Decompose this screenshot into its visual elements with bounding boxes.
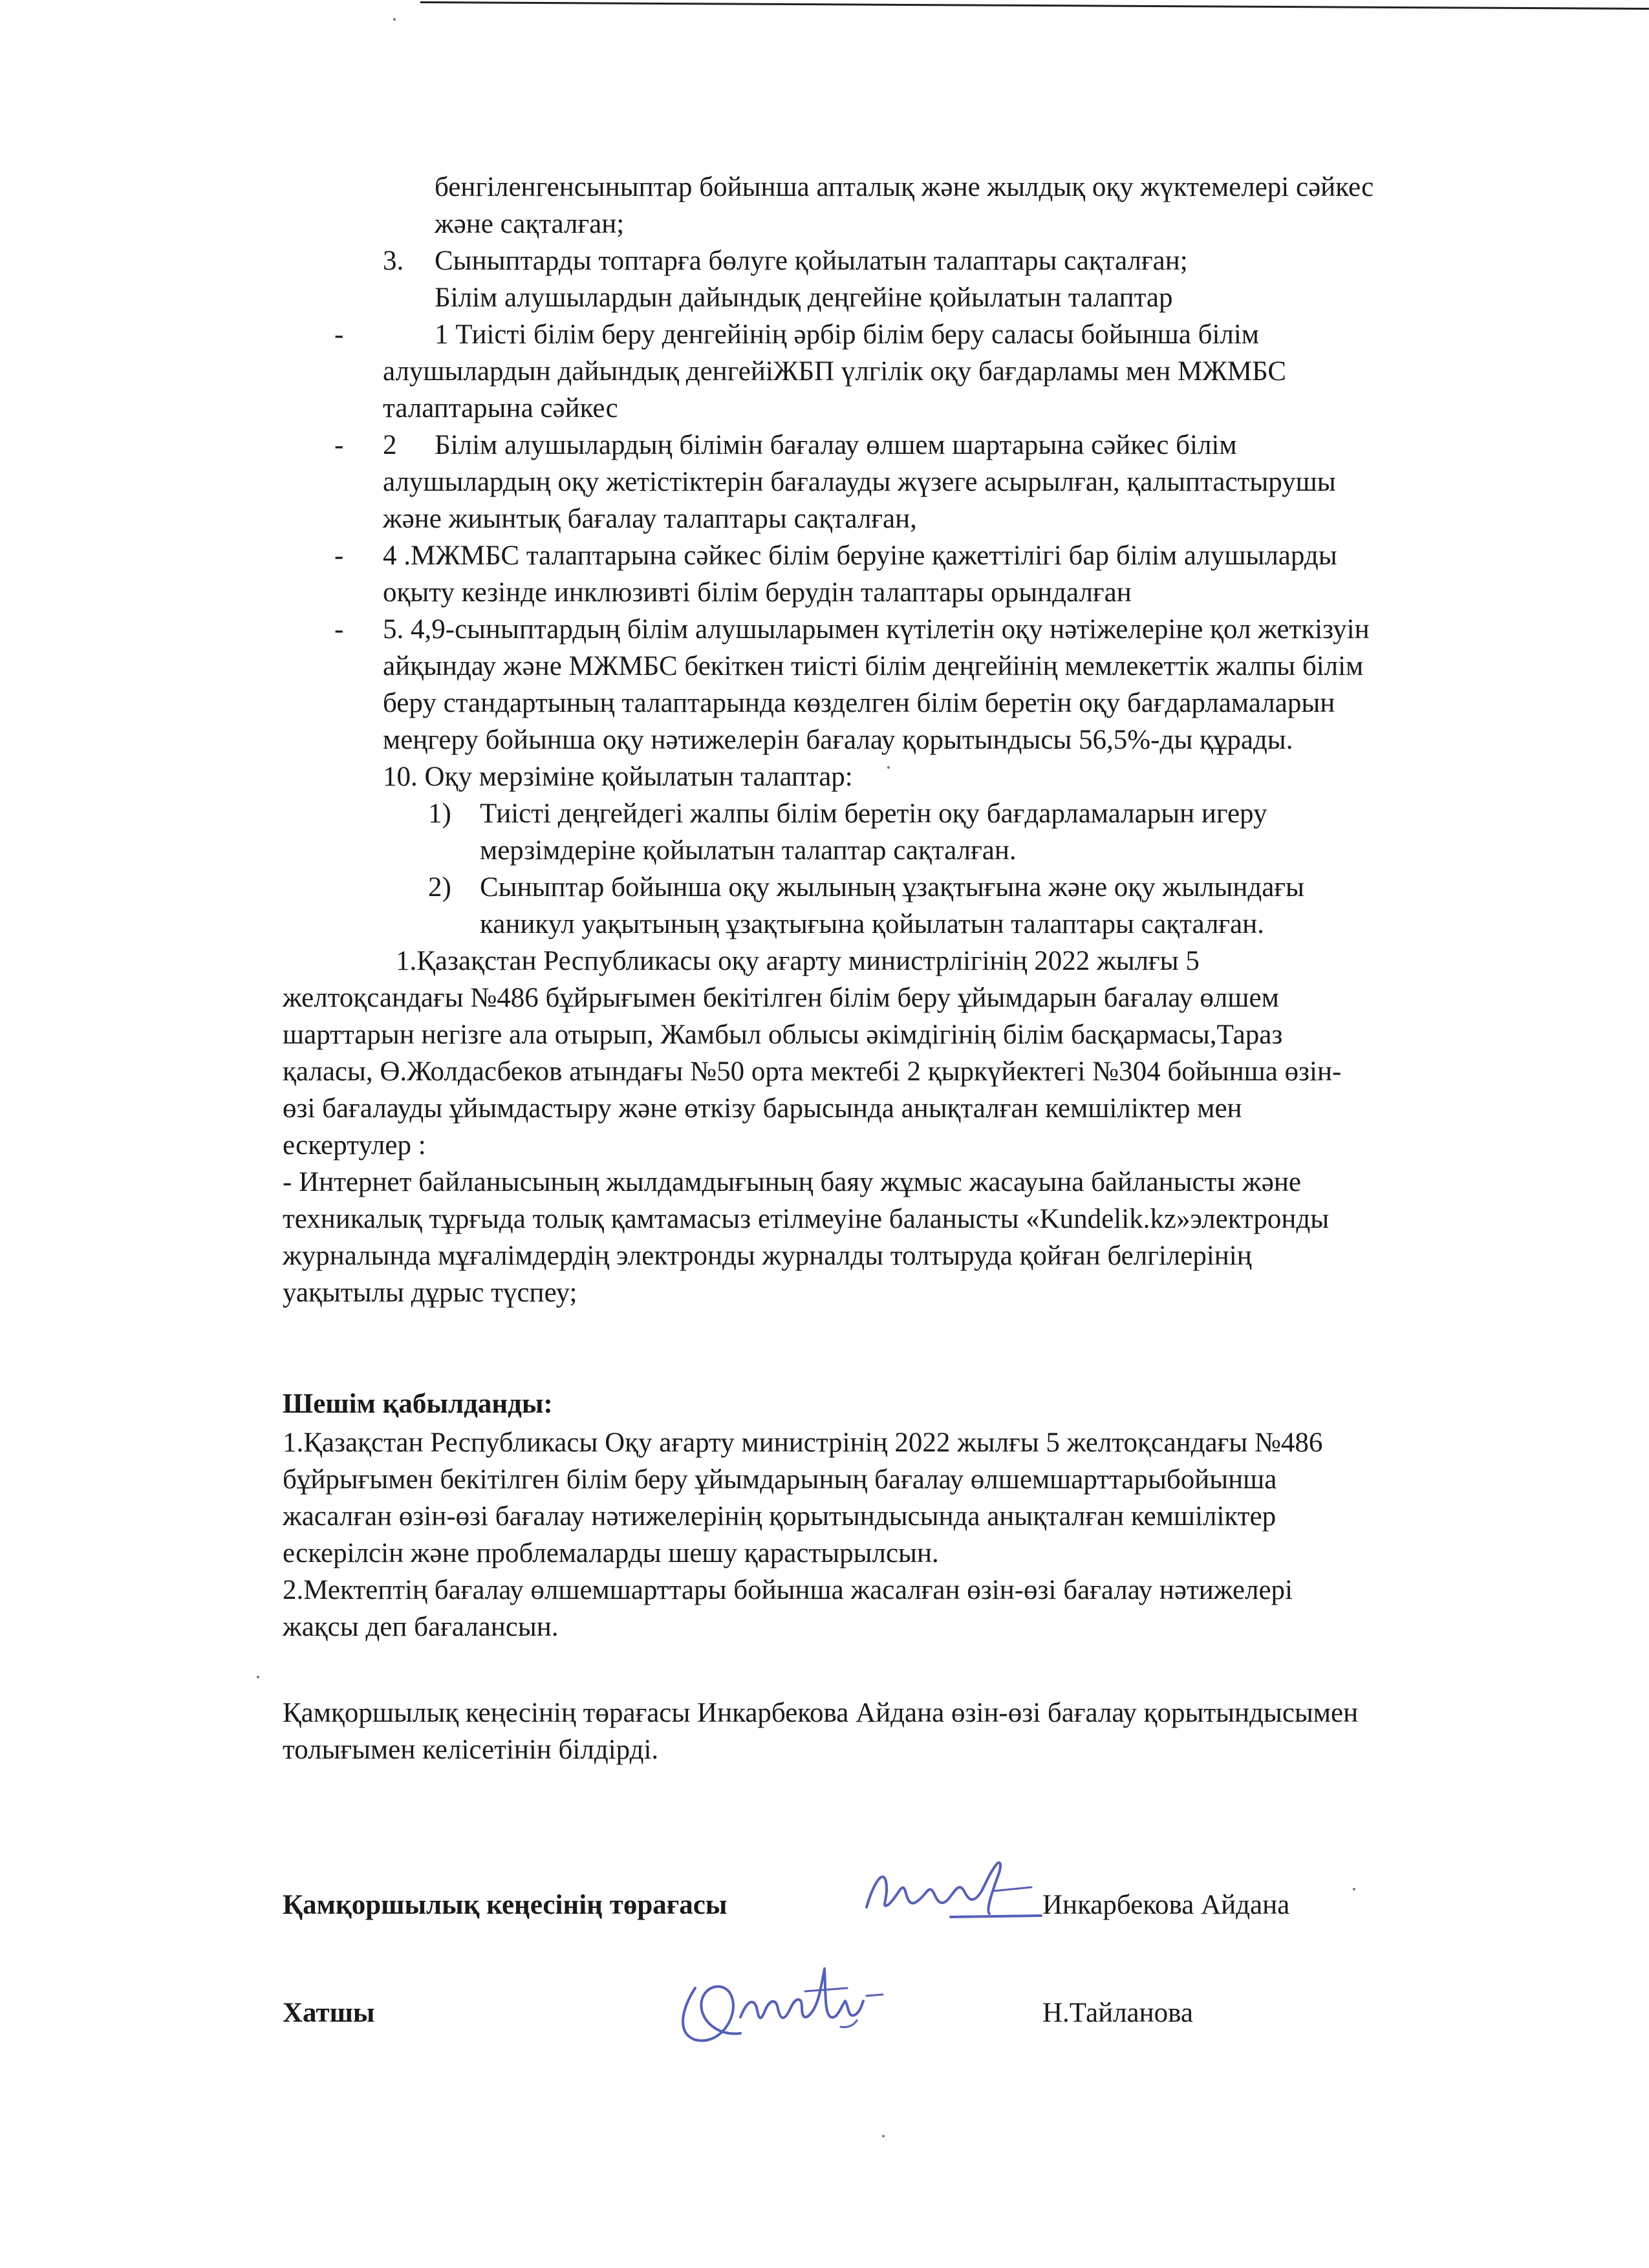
list-number: 1) xyxy=(428,798,451,829)
chair-signature xyxy=(854,1846,1048,1936)
text-line: 5. 4,9-сыныптардың білім алушыларымен күтілетін оқу нәтіжелеріне қол жеткізуін xyxy=(383,614,1370,645)
text-line: беру стандартының талаптарында көзделген білім беретін оқу бағдарламаларын xyxy=(383,688,1335,718)
decision-line: бұйрығымен бекітілген білім беру ұйымдарының бағалау өлшемшарттарыбойынша xyxy=(283,1464,1277,1495)
text-line: уақытылы дұрыс түспеу; xyxy=(283,1278,577,1308)
text-line: - Интернет байланысының жылдамдығының баяу жұмыс жасауына байланысты және xyxy=(283,1167,1301,1197)
text-line: талаптарына сәйкес xyxy=(383,393,618,423)
chair-name: Инкарбекова Айдана xyxy=(1042,1890,1290,1920)
text-line: Сыныптарды топтарға бөлуге қойылатын талаптары сақталған; xyxy=(435,246,1188,276)
text-line: ескертулер : xyxy=(283,1130,426,1161)
text-line: мерзімдеріне қойылатын талаптар сақталған. xyxy=(480,835,1017,866)
list-number: 2 xyxy=(383,430,397,460)
decision-heading: Шешім қабылданды: xyxy=(283,1389,553,1419)
text-line: меңгеру бойынша оқу нәтижелерін бағалау қорытындысы 56,5%-ды құрады. xyxy=(383,725,1293,755)
text-line: бенгіленгенсыныптар бойынша апталық және жылдық оқу жүктемелері сәйкес xyxy=(435,172,1374,202)
text-line: каникул уақытының ұзақтығына қойылатын талаптары сақталған. xyxy=(480,909,1264,939)
decision-line: ескерілсін және проблемаларды шешу қарастырылсын. xyxy=(283,1538,939,1568)
text-line: алушылардын дайындық денгейіЖБП үлгілік оқу бағдарламы мен МЖМБС xyxy=(383,356,1287,387)
list-bullet: - xyxy=(334,540,344,571)
scan-speck xyxy=(1353,1888,1355,1890)
text-line: 4 .МЖМБС талаптарына сәйкес білім беруіне қажеттілігі бар білім алушыларды xyxy=(383,540,1337,571)
text-line: Білім алушылардын дайындық деңгейіне қойылатын талаптар xyxy=(435,283,1173,313)
scan-speck xyxy=(882,2135,885,2137)
text-line: шарттарын негізге ала отырып, Жамбыл облысы әкімдігінің білім басқармасы,Тараз xyxy=(283,1020,1283,1050)
text-line: 1.Қазақстан Республикасы оқу ағарту министрлігінің 2022 жылғы 5 xyxy=(396,946,1200,976)
chair-title: Қамқоршылық кеңесінің төрағасы xyxy=(283,1890,727,1920)
decision-line: жасалған өзін-өзі бағалау нәтижелерінің қорытындысында анықталған кемшіліктер xyxy=(283,1501,1277,1532)
secretary-signature xyxy=(669,1956,902,2066)
text-line: Сыныптар бойынша оқу жылының ұзақтығына және оқу жылындағы xyxy=(480,872,1304,903)
board-line: толығымен келісетінін білдірді. xyxy=(283,1735,659,1765)
text-line: журналында мұғалімдердің электронды журналды толтыруда қойған белгілерінің xyxy=(283,1241,1252,1271)
decision-line: 2.Мектептің бағалау өлшемшарттары бойынша жасалған өзін-өзі бағалау нәтижелері xyxy=(283,1575,1293,1605)
board-line: Қамқоршылық кеңесінің төрағасы Инкарбекова Айдана өзін-өзі бағалау қорытындысымен xyxy=(283,1698,1359,1728)
text-line: және сақталған; xyxy=(435,209,625,239)
scan-edge-line xyxy=(420,0,1649,10)
text-line: өзі бағалауды ұйымдастыру және өткізу барысында анықталған кемшіліктер мен xyxy=(283,1093,1242,1124)
secretary-name: Н.Тайланова xyxy=(1042,1998,1193,2028)
secretary-title: Хатшы xyxy=(283,1998,375,2028)
text-line: қаласы, Ө.Жолдасбеков атындағы №50 орта мектебі 2 қыркүйектегі №304 бойынша өзін- xyxy=(283,1056,1342,1087)
decision-line: 1.Қазақстан Республикасы Оқу ағарту министрінің 2022 жылғы 5 желтоқсандағы №486 xyxy=(283,1428,1323,1458)
scan-speck xyxy=(887,766,890,769)
text-line: оқыту кезінде инклюзивті білім берудін талаптары орындалған xyxy=(383,577,1132,608)
text-line: және жиынтық бағалау талаптары сақталған, xyxy=(383,504,917,534)
text-line: техникалық тұрғыда толық қамтамасыз етілмеуіне баланысты «Kundelik.kz»электронды xyxy=(283,1204,1330,1234)
text-line: алушылардың оқу жетістіктерін бағалауды жүзеге асырылған, қалыптастырушы xyxy=(383,467,1336,497)
list-number: 2) xyxy=(428,872,451,903)
text-line: 1 Тиісті білім беру денгейінің әрбір білім беру саласы бойынша білім xyxy=(435,319,1260,350)
text-line: 10. Оқу мерзіміне қойылатын талаптар: xyxy=(383,762,853,792)
list-bullet: - xyxy=(334,430,344,460)
list-bullet: - xyxy=(334,319,344,350)
text-line: айқындау және МЖМБС бекіткен тиісті білім деңгейінің мемлекеттік жалпы білім xyxy=(383,651,1364,681)
text-line: Тиісті деңгейдегі жалпы білім беретін оқу бағдарламаларын игеру xyxy=(480,798,1267,829)
list-number: 3. xyxy=(383,246,404,276)
decision-line: жақсы деп бағалансын. xyxy=(283,1612,559,1642)
list-bullet: - xyxy=(334,614,344,645)
scan-speck xyxy=(393,18,396,21)
scan-speck xyxy=(257,1676,259,1678)
text-line: желтоқсандағы №486 бұйрығымен бекітілген білім беру ұйымдарын бағалау өлшем xyxy=(283,983,1279,1013)
text-line: Білім алушылардың білімін бағалау өлшем шартарына сәйкес білім xyxy=(435,430,1237,460)
